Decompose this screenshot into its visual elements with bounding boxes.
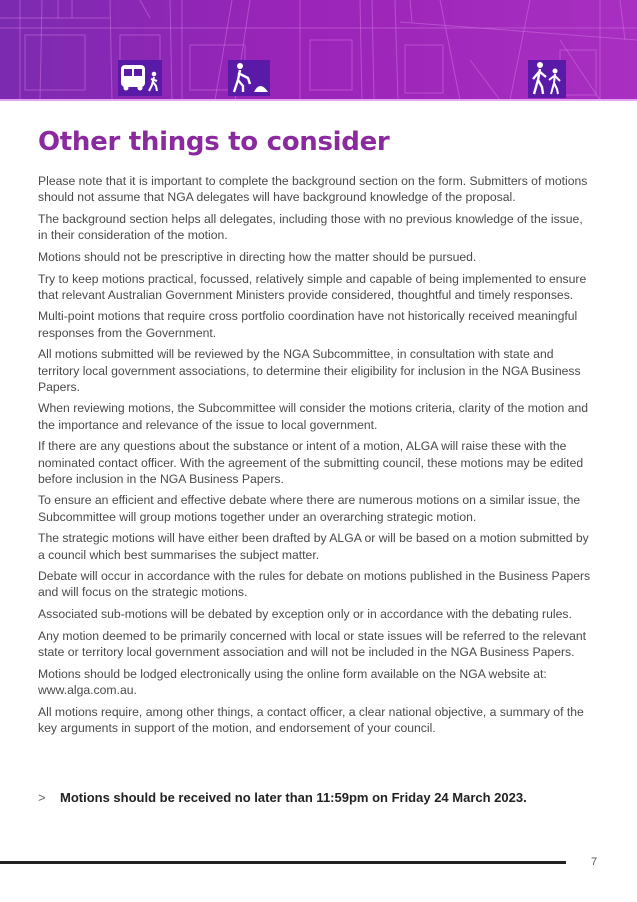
paragraph: All motions require, among other things, a contact officer, a clear national objective, a summary of the key arguments in support of the motion, and endorsement of your council. — [38, 704, 584, 735]
road-worker-icon — [228, 60, 270, 100]
paragraph: Please note that it is important to complete the background section on the form. Submitters of motions should not assume that NGA delegates will have background knowledge of the proposal. — [38, 174, 588, 205]
paragraph: The strategic motions will have either been drafted by ALGA or will be based on a motion submitted by a council which best summarises the subject matter. — [38, 531, 589, 562]
paragraph: Associated sub-motions will be debated by exception only or in accordance with the debating rules. — [38, 607, 572, 622]
paragraph: All motions submitted will be reviewed by the NGA Subcommittee, in consultation with state and territory local government associations, to determine their eligibility for inclusion in the NGA Business Papers. — [38, 347, 581, 394]
paragraph: Try to keep motions practical, focussed, relatively simple and capable of being implemented to ensure that relevant Australian Government Ministers provide considered, thoughtful and timely responses. — [38, 271, 587, 302]
deadline-text: Motions should be received no later than 11:59pm on Friday 24 March 2023. — [60, 790, 527, 805]
page-number: 7 — [591, 856, 598, 868]
paragraph: Multi-point motions that require cross portfolio coordination have not historically received meaningful responses from the Government. — [38, 309, 578, 340]
deadline-notice — [38, 790, 598, 805]
bus-pedestrian-icon — [118, 60, 162, 100]
paragraph: To ensure an efficient and effective debate where there are numerous motions on a similar issue, the Subcommittee will group motions together under an overarching strategic motion. — [38, 493, 581, 524]
header-banner — [0, 0, 637, 100]
paragraph: Debate will occur in accordance with the rules for debate on motions published in the Business Papers and will focus on the strategic motions. — [38, 569, 591, 600]
paragraph: Motions should not be prescriptive in directing how the matter should be pursued. — [38, 249, 477, 264]
paragraph: Motions should be lodged electronically using the online form available on the NGA website at: www.alga.com.au. — [38, 666, 547, 697]
body-text — [38, 173, 594, 742]
banner-divider — [0, 99, 637, 101]
footer-divider — [0, 861, 566, 864]
chevron-right-icon: > — [38, 790, 46, 805]
pedestrians-icon — [528, 60, 566, 100]
paragraph: If there are any questions about the substance or intent of a motion, ALGA will raise these with the nominated contact officer. With the agreement of the submitting council, these motions may be edited before inclusion in the NGA Business Papers. — [38, 439, 584, 486]
paragraph: The background section helps all delegates, including those with no previous knowledge of the issue, in their consideration of the motion. — [38, 211, 583, 243]
paragraph: Any motion deemed to be primarily concerned with local or state issues will be referred to the relevant state or territory local government association and will not be included in the NGA Business Papers. — [38, 628, 587, 660]
paragraph: When reviewing motions, the Subcommittee will consider the motions criteria, clarity of the motion and the importance and relevance of the issue to local government. — [38, 401, 589, 432]
page-title: Other things to consider — [38, 127, 390, 157]
